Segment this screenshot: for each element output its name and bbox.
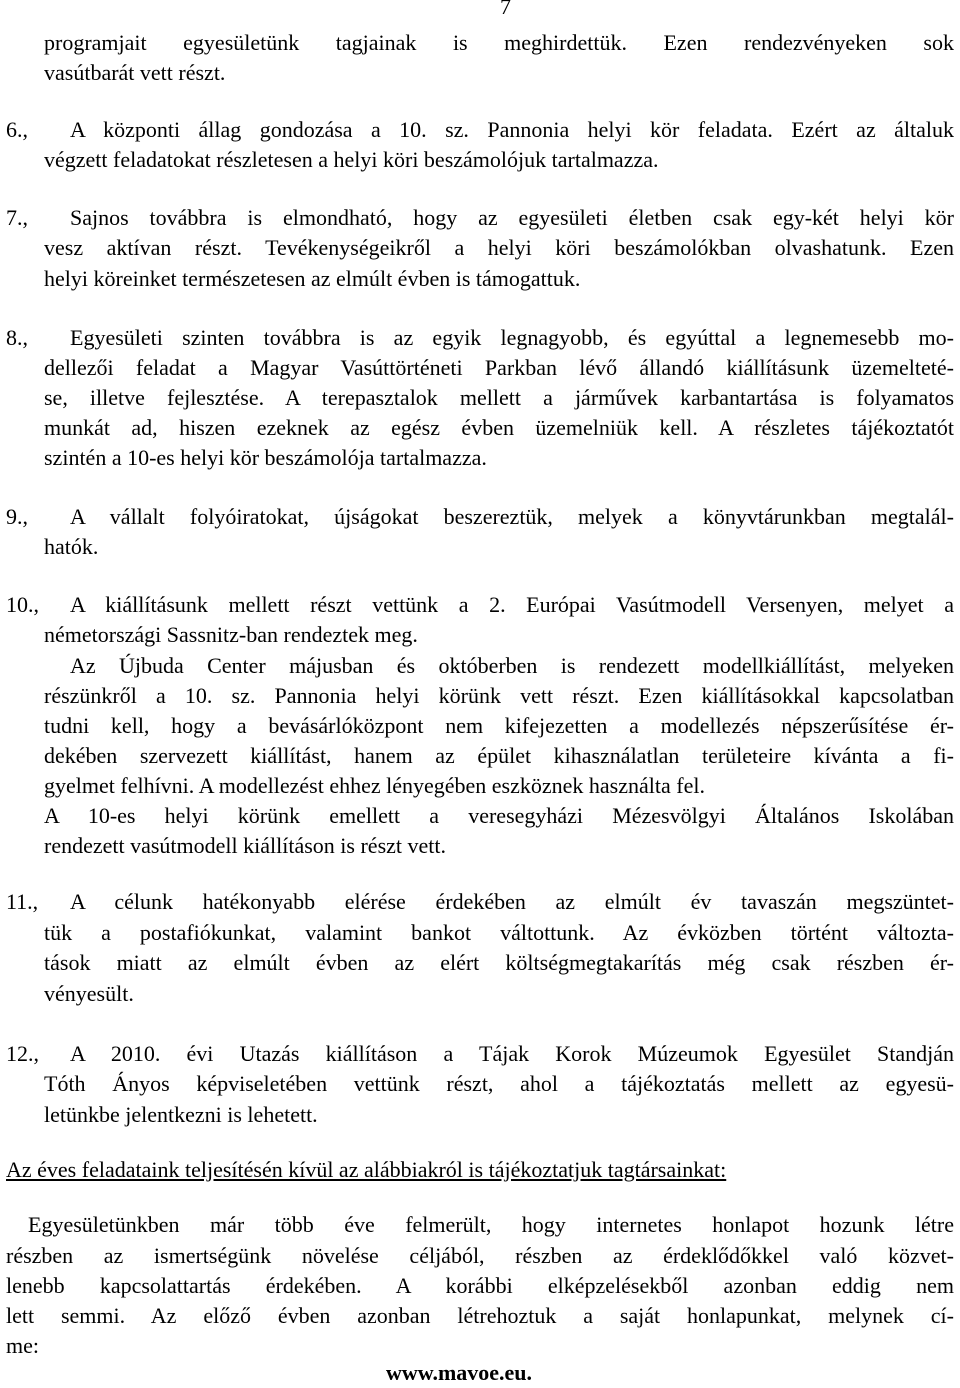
- text-line: szintén a 10-es helyi kör beszámolója tartalmazza.: [44, 445, 487, 470]
- text-line: Egyesületi szinten továbbra is az egyik legnagyobb, és egyúttal a legnemesebb mo-: [70, 325, 954, 350]
- text-line: helyi köreinket természetesen az elmúlt évben is támogattuk.: [44, 266, 581, 291]
- item-number: 10.,: [6, 592, 39, 617]
- section-heading: Az éves feladataink teljesítésén kívül az alábbiakról is tájékoztatjuk tagtársainkat:: [6, 1157, 727, 1182]
- item-number: 11.,: [6, 889, 39, 914]
- text-line: vényesült.: [44, 981, 134, 1006]
- text-line: gyelmet felhívni. A modellezést ehhez lényegében eszköznek használta fel.: [44, 773, 705, 798]
- text-line: se, illetve fejlesztése. A terepasztalok mellett a járművek karbantartása is folyamatos: [44, 385, 954, 410]
- item-number: 8.,: [6, 325, 28, 350]
- text-line: németországi Sassnitz-ban rendeztek meg.: [44, 622, 418, 647]
- text-line: Sajnos továbbra is elmondható, hogy az egyesületi életben csak egy-két helyi kör: [70, 205, 954, 230]
- text-line: letünkbe jelentkezni is lehetett.: [44, 1102, 318, 1127]
- text-line: A kiállításunk mellett részt vettünk a 2. Európai Vasútmodell Versenyen, melyet a: [70, 592, 954, 617]
- item-number: 6.,: [6, 117, 28, 142]
- text-line: végzett feladatokat részletesen a helyi köri beszámolójuk tartalmazza.: [44, 147, 659, 172]
- text-line: munkát ad, hiszen ezeknek az egész évben üzemelniük kell. A részletes tájékoztatót: [44, 415, 954, 440]
- item-number: 9.,: [6, 504, 28, 529]
- text-line: Egyesületünkben már több éve felmerült, hogy internetes honlapot hozunk létre: [28, 1212, 954, 1237]
- text-line: A 10-es helyi körünk emellett a veresegyházi Mézesvölgyi Általános Iskolában: [44, 803, 954, 828]
- page-number: 7: [500, 0, 511, 19]
- text-line: Tóth Ányos képviseletében vettünk részt, ahol a tájékoztatás mellett az egyesü-: [44, 1071, 954, 1096]
- text-line: részben az ismertségünk növelése céljából, részben az érdeklődőkkel való közvet-: [6, 1243, 954, 1268]
- text-line: rendezett vasútmodell kiállításon is részt vett.: [44, 833, 446, 858]
- website-link[interactable]: www.mavoe.eu.: [386, 1360, 533, 1385]
- text-line: A célunk hatékonyabb elérése érdekében az elmúlt év tavaszán megszüntet-: [70, 889, 954, 914]
- text-line: lenebb kapcsolattartás érdekében. A korábbi elképzelésekből azonban eddig nem: [6, 1273, 954, 1298]
- item-number: 12.,: [6, 1041, 39, 1066]
- text-line: vesz aktívan részt. Tevékenységeikről a helyi köri beszámolókban olvashatunk. Ezen: [44, 235, 954, 260]
- text-line: hatók.: [44, 534, 99, 559]
- text-line: A központi állag gondozása a 10. sz. Pannonia helyi kör feladata. Ezért az általuk: [70, 117, 954, 142]
- text-line: dellezői feladat a Magyar Vasúttörténeti Parkban lévő állandó kiállításunk üzemelteté-: [44, 355, 954, 380]
- text-line: lett semmi. Az előző évben azonban létrehoztuk a saját honlapunkat, melynek cí-: [6, 1303, 954, 1328]
- text-line: A vállalt folyóiratokat, újságokat beszereztük, melyek a könyvtárunkban megtalál-: [70, 504, 954, 529]
- text-line: tások miatt az elmúlt évben az elért költségmegtakarítás még csak részben ér-: [44, 950, 954, 975]
- text-line: me:: [6, 1333, 39, 1358]
- text-line: vasútbarát vett részt.: [44, 60, 226, 85]
- text-line: A 2010. évi Utazás kiállításon a Tájak Korok Múzeumok Egyesület Standján: [70, 1041, 954, 1066]
- text-line: tük a postafiókunkat, valamint bankot váltottunk. Az évközben történt változta-: [44, 920, 954, 945]
- text-line: tudni kell, hogy a bevásárlóközpont nem kifejezetten a modellezés népszerűsítése ér-: [44, 713, 954, 738]
- text-line: programjait egyesületünk tagjainak is meghirdettük. Ezen rendezvényeken sok: [44, 30, 954, 55]
- text-line: dekében szervezett kiállítást, hanem az épület kihasználatlan területeire kívánta a fi-: [44, 743, 954, 768]
- text-line: Az Újbuda Center májusban és októberben is rendezett modellkiállítást, melyeken: [70, 653, 954, 678]
- item-number: 7.,: [6, 205, 28, 230]
- text-line: részünkről a 10. sz. Pannonia helyi körünk vett részt. Ezen kiállításokkal kapcsolatban: [44, 683, 954, 708]
